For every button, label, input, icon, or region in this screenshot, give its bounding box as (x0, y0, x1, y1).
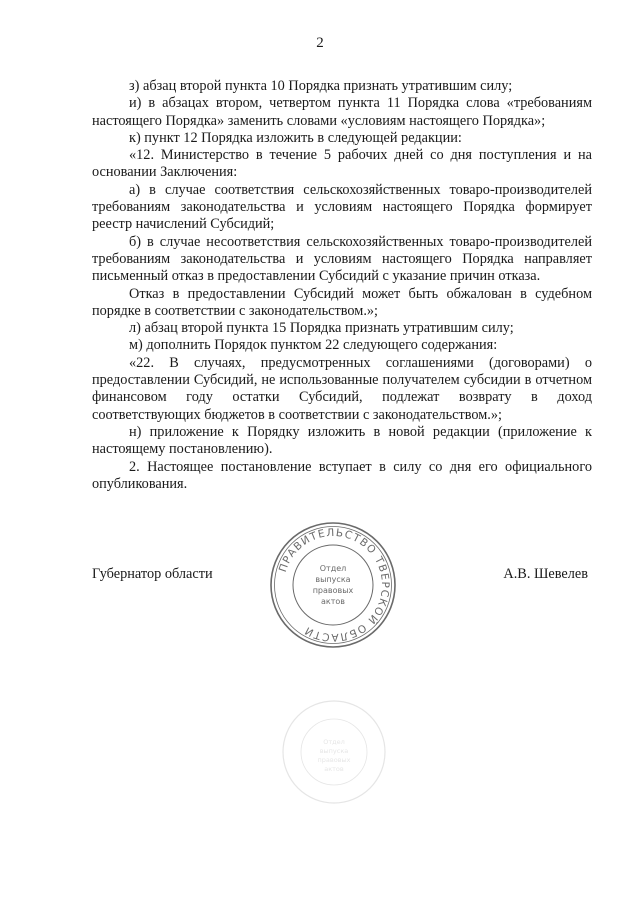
page-number: 2 (316, 35, 324, 51)
paragraph-2: 2. Настоящее постановление вступает в силу со дня его официального опубликования. (92, 458, 592, 492)
stamp-bleed-through (280, 698, 388, 806)
paragraph-z: з) абзац второй пункта 10 Порядка признать утратившим силу; (129, 78, 513, 94)
stamp-outer-ring (271, 523, 395, 647)
stamp-ring-textpath: ПРАВИТЕЛЬСТВО ТВЕРСКОЙ ОБЛАСТИ (276, 526, 392, 644)
ghost-center-line4: актов (324, 765, 344, 773)
stamp-center-line1: Отдел (319, 564, 347, 573)
stamp-ghost-icon (280, 698, 388, 806)
paragraph-l: л) абзац второй пункта 15 Порядка признать утратившим силу; (129, 320, 514, 337)
ghost-center-line1: Отдел (323, 738, 345, 746)
stamp-center-line4: актов (320, 597, 346, 606)
ghost-center-line2: выпуска (319, 747, 349, 755)
stamp-center-line2: выпуска (315, 575, 351, 584)
stamp-ring-text (277, 527, 391, 643)
signatory-position: Губернатор области (92, 566, 213, 582)
paragraph-n: н) приложение к Порядку изложить в новой редакции (приложение к настоящему постановлению). (92, 423, 592, 458)
paragraph-appeal: Отказ в предоставлении Субсидий может быть обжалован в судебном порядке в соответствии с законодательством.»; (92, 285, 592, 319)
stamp-center-line3: правовых (312, 586, 354, 595)
paragraph-i: и) в абзацах втором, четвертом пункта 11 Порядка слова «требованиям настоящего Порядка» заменить словами «условиям настоящего Порядка»; (92, 95, 592, 129)
paragraph-k: к) пункт 12 Порядка изложить в следующей редакции: (129, 129, 462, 146)
signatory-name: А.В. Шевелев (503, 566, 588, 582)
stamp-inner-ring (293, 545, 373, 625)
paragraph-12-a: а) в случае соответствия сельскохозяйственных товаро-производителей требованиям законодательства и условиям настоящего Порядка формирует реестр начислений Субсидий; (92, 181, 592, 233)
stamp-seal-icon (268, 520, 398, 650)
paragraph-12: «12. Министерство в течение 5 рабочих дней со дня поступления и на основании Заключения: (92, 147, 592, 181)
ghost-center-line3: правовых (317, 756, 351, 764)
paragraph-22: «22. В случаях, предусмотренных соглашениями (договорами) о предоставлении Субсидий, не использованные получателем субсидии в отчетном финансовом году остатки Субсидий, подлежат возврату в доход соответствующих бюджетов в соответствии с законодательством.»; (92, 354, 592, 423)
paragraph-12-b: б) в случае несоответствия сельскохозяйственных товаро-производителей требованиям законодательства и условиям настоящего Порядка направляет письменный отказ в предоставлении Субсидий с указание причин отказа. (92, 233, 592, 285)
paragraph-m: м) дополнить Порядок пунктом 22 следующего содержания: (129, 337, 498, 354)
official-stamp (268, 520, 398, 650)
document-body (92, 78, 592, 493)
